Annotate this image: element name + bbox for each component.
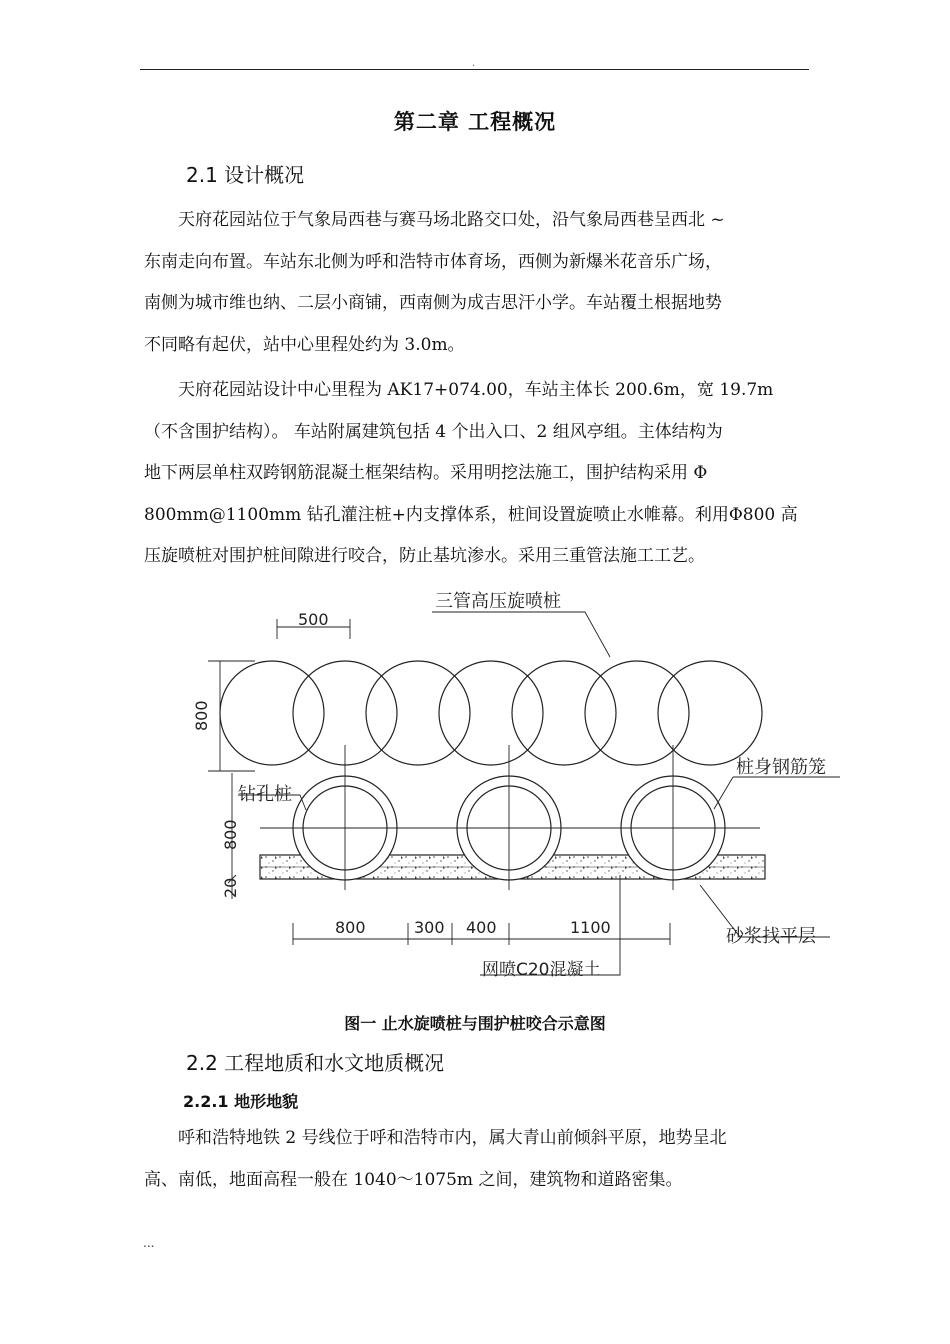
text-line: 压旋喷桩对围护桩间隙进行咬合，防止基坑渗水。采用三重管法施工工艺。 (144, 546, 705, 566)
chapter-title: 第二章 工程概况 (393, 110, 557, 134)
label-mortar-layer: 砂浆找平层 (726, 926, 816, 947)
dim-top: 500 (298, 610, 329, 629)
label-bored-pile: 钻孔桩 (238, 784, 292, 805)
label-shotcrete: 网喷C20混凝土 (482, 960, 601, 980)
text-line: 地下两层单柱双跨钢筋混凝土框架结构。采用明挖法施工，围护结构采用 Φ (144, 463, 708, 483)
section-2-2-heading: 2.2 工程地质和水文地质概况 (186, 1051, 445, 1075)
dim-bottom-2: 300 (414, 918, 445, 937)
text-line: 800mm@1100mm 钻孔灌注桩+内支撑体系，桩间设置旋喷止水帷幕。利用Φ800 高 (144, 504, 798, 525)
dim-bottom-1: 800 (335, 918, 366, 937)
text-line: 呼和浩特地铁 2 号线位于呼和浩特市内，属大青山前倾斜平原，地势呈北 (178, 1128, 727, 1148)
section-2-1-heading: 2.1 设计概况 (186, 163, 305, 187)
text-line: 南侧为城市维也纳、二层小商铺，西南侧为成吉思汗小学。车站覆土根据地势 (144, 293, 722, 313)
section-2-2-1-paragraph (144, 1118, 804, 1201)
figure-caption: 图一 止水旋喷桩与围护桩咬合示意图 (344, 1014, 606, 1033)
header-dot: . (472, 58, 476, 69)
text-line: 不同略有起伏，站中心里程处约为 3.0m。 (144, 334, 465, 355)
dim-bottom-3: 400 (466, 918, 497, 937)
section-2-2-1-heading: 2.2.1 地形地貌 (183, 1092, 299, 1111)
text-line: （不含围护结构）。 车站附属建筑包括 4 个出入口、2 组风亭组。主体结构为 (144, 421, 723, 442)
dimension-lines (208, 619, 670, 945)
dim-left-small: 20 (221, 877, 240, 898)
text-line: 天府花园站设计中心里程为 AK17+074.00，车站主体长 200.6m，宽 19.7m (178, 380, 774, 400)
dim-left-lower: 800 (221, 819, 240, 850)
footer-mark: ... (143, 1236, 155, 1250)
dim-bottom-4: 1100 (570, 918, 611, 937)
section-2-1-paragraph-1 (144, 200, 804, 366)
dim-left-upper: 800 (192, 700, 211, 731)
label-reinforcement-cage: 桩身钢筋笼 (736, 757, 826, 778)
jet-grout-piles (220, 661, 762, 765)
text-line: 东南走向布置。车站东北侧为呼和浩特市体育场，西侧为新爆米花音乐广场， (144, 251, 722, 272)
text-line: 天府花园站位于气象局西巷与赛马场北路交口处，沿气象局西巷呈西北 ~ (178, 210, 725, 230)
text-line: 高、南低，地面高程一般在 1040～1075m 之间，建筑物和道路密集。 (144, 1169, 683, 1190)
label-jet-pile: 三管高压旋喷桩 (435, 591, 561, 612)
header-rule (140, 69, 809, 70)
pile-diagram (180, 585, 860, 994)
section-2-1-paragraph-2 (144, 370, 804, 578)
